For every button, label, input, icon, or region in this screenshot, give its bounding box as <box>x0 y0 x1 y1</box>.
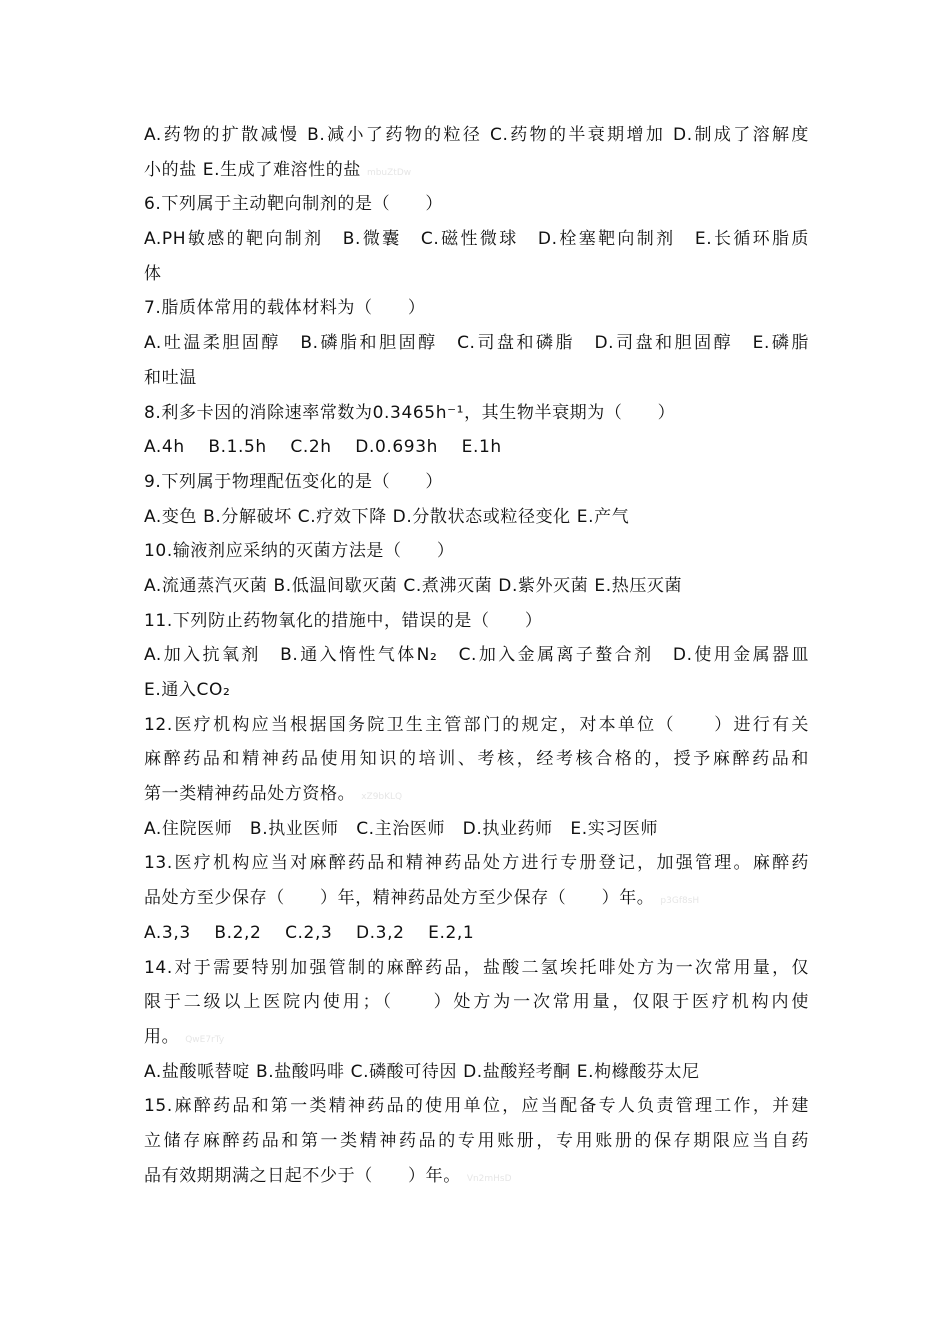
line-text: 和吐温 <box>144 367 197 388</box>
line-text: A.药物的扩散减慢 B.减小了药物的粒径 C.药物的半衰期增加 D.制成了溶解度 <box>144 125 809 145</box>
text-line <box>144 361 809 396</box>
text-line <box>144 326 809 361</box>
line-text: 15.麻醉药品和第一类精神药品的使用单位，应当配备专人负责管理工作，并建 <box>144 1096 809 1117</box>
text-line <box>144 222 809 257</box>
line-text: A.加入抗氧剂 B.通入惰性气体N₂ C.加入金属离子螯合剂 D.使用金属器皿 <box>144 645 809 666</box>
line-text: 体 <box>144 263 162 284</box>
line-text: A.流通蒸汽灭菌 B.低温间歇灭菌 C.煮沸灭菌 D.紫外灭菌 E.热压灭菌 <box>144 575 683 596</box>
line-text: 麻醉药品和精神药品使用知识的培训、考核，经考核合格的，授予麻醉药品和 <box>144 749 809 770</box>
text-line <box>144 951 809 986</box>
line-text: 12.医疗机构应当根据国务院卫生主管部门的规定，对本单位（ ）进行有关 <box>144 714 809 735</box>
line-text: A.吐温柔胆固醇 B.磷脂和胆固醇 C.司盘和磷脂 D.司盘和胆固醇 E.磷脂 <box>144 333 809 354</box>
text-line <box>144 500 809 535</box>
line-text: 限于二级以上医院内使用；（ ）处方为一次常用量，仅限于医疗机构内使 <box>144 992 809 1013</box>
line-text: 8.利多卡因的消除速率常数为0.3465h⁻¹，其生物半衰期为（ ） <box>144 402 676 423</box>
text-line <box>144 534 809 569</box>
line-text: A.PH敏感的靶向制剂 B.微囊 C.磁性微球 D.栓塞靶向制剂 E.长循环脂质 <box>144 229 809 250</box>
line-text: 用。 <box>144 1026 180 1047</box>
line-text: 6.下列属于主动靶向制剂的是（ ） <box>144 194 444 215</box>
text-line <box>144 118 809 153</box>
line-text: 10.输液剂应采纳的灭菌方法是（ ） <box>144 541 455 562</box>
text-line <box>144 916 809 951</box>
faint-watermark: QwE7rTy <box>185 1034 225 1045</box>
text-line <box>144 1124 809 1159</box>
question-text-body <box>144 118 809 1193</box>
text-line <box>144 673 809 708</box>
text-line <box>144 638 809 673</box>
text-line <box>144 465 809 500</box>
faint-watermark: p3Gf8sH <box>660 896 700 907</box>
line-text: A.3,3 B.2,2 C.2,3 D.3,2 E.2,1 <box>144 922 475 943</box>
text-line <box>144 846 809 881</box>
text-line <box>144 985 809 1020</box>
faint-watermark: Vn2mHsD <box>466 1173 512 1184</box>
text-line <box>144 1089 809 1124</box>
text-line <box>144 430 809 465</box>
text-line <box>144 291 809 326</box>
text-line <box>144 1159 809 1194</box>
line-text: 7.脂质体常用的载体材料为（ ） <box>144 298 426 319</box>
line-text: 14.对于需要特别加强管制的麻醉药品，盐酸二氢埃托啡处方为一次常用量，仅 <box>144 957 809 978</box>
text-line <box>144 708 809 743</box>
text-line <box>144 396 809 431</box>
text-line <box>144 569 809 604</box>
line-text: 立储存麻醉药品和第一类精神药品的专用账册，专用账册的保存期限应当自药 <box>144 1130 809 1151</box>
line-text: 品有效期期满之日起不少于（ ）年。 <box>144 1165 461 1186</box>
text-line <box>144 777 809 812</box>
text-line <box>144 1055 809 1090</box>
text-line <box>144 187 809 222</box>
line-text: 第一类精神药品处方资格。 <box>144 784 356 805</box>
line-text: A.住院医师 B.执业医师 C.主治医师 D.执业药师 E.实习医师 <box>144 818 659 839</box>
line-text: 品处方至少保存（ ）年，精神药品处方至少保存（ ）年。 <box>144 888 655 909</box>
text-line <box>144 742 809 777</box>
text-line <box>144 881 809 916</box>
line-text: 小的盐 E.生成了难溶性的盐 <box>144 159 361 180</box>
text-line <box>144 604 809 639</box>
line-text: A.变色 B.分解破坏 C.疗效下降 D.分散状态或粒径变化 E.产气 <box>144 506 630 527</box>
line-text: E.通入CO₂ <box>144 680 231 700</box>
line-text: 11.下列防止药物氧化的措施中，错误的是（ ） <box>144 610 543 631</box>
line-text: A.4h B.1.5h C.2h D.0.693h E.1h <box>144 437 502 458</box>
faint-watermark: mbuZtDw <box>366 167 412 178</box>
text-line <box>144 153 809 188</box>
line-text: 13.医疗机构应当对麻醉药品和精神药品处方进行专册登记，加强管理。麻醉药 <box>144 853 809 874</box>
faint-watermark: xZ9bKLQ <box>361 792 403 803</box>
line-text: A.盐酸哌替啶 B.盐酸吗啡 C.磷酸可待因 D.盐酸羟考酮 E.枸橼酸芬太尼 <box>144 1061 700 1082</box>
text-line <box>144 257 809 292</box>
text-line <box>144 1020 809 1055</box>
text-line <box>144 812 809 847</box>
line-text: 9.下列属于物理配伍变化的是（ ） <box>144 471 444 492</box>
